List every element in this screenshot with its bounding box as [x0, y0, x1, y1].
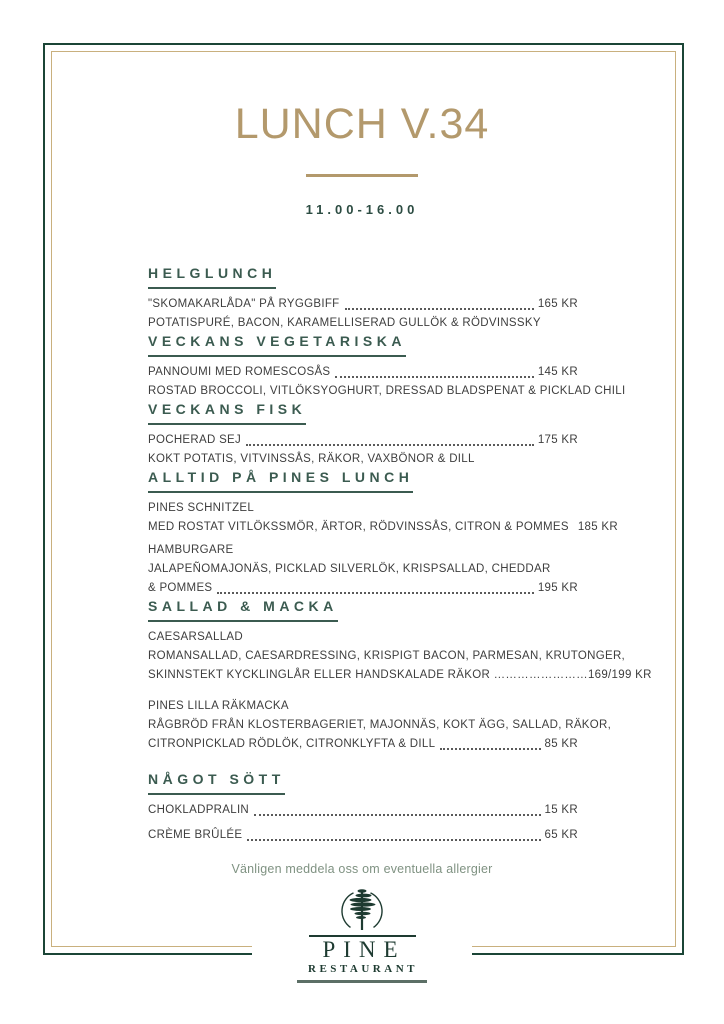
- menu-item-price: 15 KR: [544, 804, 578, 816]
- menu-item-text: SKINNSTEKT KYCKLINGLÅR ELLER HANDSKALADE RÄKOR ……………………169/199 KR: [148, 669, 652, 681]
- menu-item-text-line: [148, 541, 578, 560]
- menu-item-price-line: [148, 801, 578, 820]
- section-lines: [148, 499, 618, 598]
- menu-item-price: 65 KR: [544, 829, 578, 841]
- menu-item-price-line: [148, 735, 578, 754]
- menu-item-price-line: [148, 518, 618, 537]
- menu-item-text: HAMBURGARE: [148, 544, 234, 556]
- menu-sections: [148, 265, 652, 845]
- menu-item-text-line: [148, 314, 578, 333]
- menu-item-text-line: [148, 628, 578, 647]
- menu-item-text-line: [148, 697, 578, 716]
- menu-section: [148, 333, 626, 401]
- menu-item-price: 85 KR: [544, 738, 578, 750]
- logo-name: PINE: [322, 937, 406, 962]
- section-title: ALLTID PÅ PINES LUNCH: [148, 469, 413, 493]
- menu-item-text-line: [148, 450, 578, 469]
- section-title: VECKANS FISK: [148, 401, 306, 425]
- spacer: [148, 685, 578, 697]
- menu-item-price: 185 KR: [577, 521, 618, 533]
- menu-section: [148, 598, 652, 771]
- menu-item-text-line: [148, 499, 578, 518]
- menu-item-price: 175 KR: [537, 434, 578, 446]
- menu-item-price-line: [148, 295, 578, 314]
- logo-subtitle: RESTAURANT: [308, 963, 418, 975]
- menu-item-text-line: [148, 666, 652, 685]
- title-divider: [306, 174, 418, 177]
- section-title: SALLAD & MACKA: [148, 598, 338, 622]
- section-lines: [148, 295, 578, 333]
- section-lines: [148, 363, 626, 401]
- menu-item-text: CRÈME BRÛLÉE: [148, 829, 243, 841]
- restaurant-logo: [252, 884, 472, 986]
- menu-item-price: 165 KR: [537, 298, 578, 310]
- menu-item-text: & POMMES: [148, 582, 213, 594]
- menu-item-price-line: [148, 826, 578, 845]
- menu-item-text: "SKOMAKARLÅDA" PÅ RYGGBIFF: [148, 298, 340, 310]
- section-title: HELGLUNCH: [148, 265, 276, 289]
- dotted-leader: [345, 295, 534, 310]
- section-title: VECKANS VEGETARISKA: [148, 333, 406, 357]
- section-lines: [148, 628, 652, 771]
- menu-item-text: PANNOUMI MED ROMESCOSÅS: [148, 366, 331, 378]
- dotted-leader: [247, 826, 540, 841]
- menu-item-text: ROMANSALLAD, CAESARDRESSING, KRISPIGT BACON, PARMESAN, KRUTONGER,: [148, 650, 626, 662]
- menu-item-text: KOKT POTATIS, VITVINSSÅS, RÄKOR, VAXBÖNOR & DILL: [148, 453, 475, 465]
- section-lines: [148, 431, 578, 469]
- menu-item-text-line: [148, 647, 626, 666]
- dotted-leader: [440, 735, 540, 750]
- menu-item-text: POTATISPURÉ, BACON, KARAMELLISERAD GULLÖK & RÖDVINSSKY: [148, 317, 541, 329]
- menu-item-price: 145 KR: [537, 366, 578, 378]
- menu-item-text: CAESARSALLAD: [148, 631, 243, 643]
- menu-section: [148, 265, 578, 333]
- menu-item-text-line: [148, 382, 626, 401]
- menu-item-text: MED ROSTAT VITLÖKSSMÖR, ÄRTOR, RÖDVINSSÅS, CITRON & POMMES: [148, 521, 569, 533]
- logo-underline: [297, 980, 427, 983]
- menu-section: [148, 469, 618, 598]
- menu-item-text: PINES LILLA RÄKMACKA: [148, 700, 289, 712]
- menu-item-text: CHOKLADPRALIN: [148, 804, 250, 816]
- section-title: NÅGOT SÖTT: [148, 771, 285, 795]
- menu-item-text-line: [148, 716, 612, 735]
- dotted-leader: [335, 363, 533, 378]
- menu-item-text: RÅGBRÖD FRÅN KLOSTERBAGERIET, MAJONNÄS, KOKT ÄGG, SALLAD, RÄKOR,: [148, 719, 612, 731]
- menu-item-text: JALAPEÑOMAJONÄS, PICKLAD SILVERLÖK, KRISPSALLAD, CHEDDAR: [148, 563, 551, 575]
- menu-item-price-line: [148, 431, 578, 450]
- menu-item-text-line: [148, 560, 578, 579]
- menu-title: LUNCH V.34: [234, 100, 490, 148]
- menu-section: [148, 401, 578, 469]
- menu-item-price: 195 KR: [537, 582, 578, 594]
- dotted-leader: [217, 579, 533, 594]
- menu-item-text: PINES SCHNITZEL: [148, 502, 255, 514]
- menu-item-text: ROSTAD BROCCOLI, VITLÖKSYOGHURT, DRESSAD BLADSPENAT & PICKLAD CHILI: [148, 385, 626, 397]
- pine-tree-icon: [330, 884, 394, 934]
- menu-item-text: POCHERAD SEJ: [148, 434, 242, 446]
- dotted-leader: [254, 801, 540, 816]
- opening-hours: 11.00-16.00: [305, 202, 419, 217]
- menu-section: [148, 771, 578, 845]
- dotted-leader: [246, 431, 534, 446]
- menu-item-price-line: [148, 363, 578, 382]
- section-lines: [148, 801, 578, 845]
- allergy-note: Vänligen meddela oss om eventuella allergier: [231, 862, 493, 876]
- spacer: [148, 754, 578, 771]
- menu-item-text: CITRONPICKLAD RÖDLÖK, CITRONKLYFTA & DILL: [148, 738, 436, 750]
- menu-item-price-line: [148, 579, 578, 598]
